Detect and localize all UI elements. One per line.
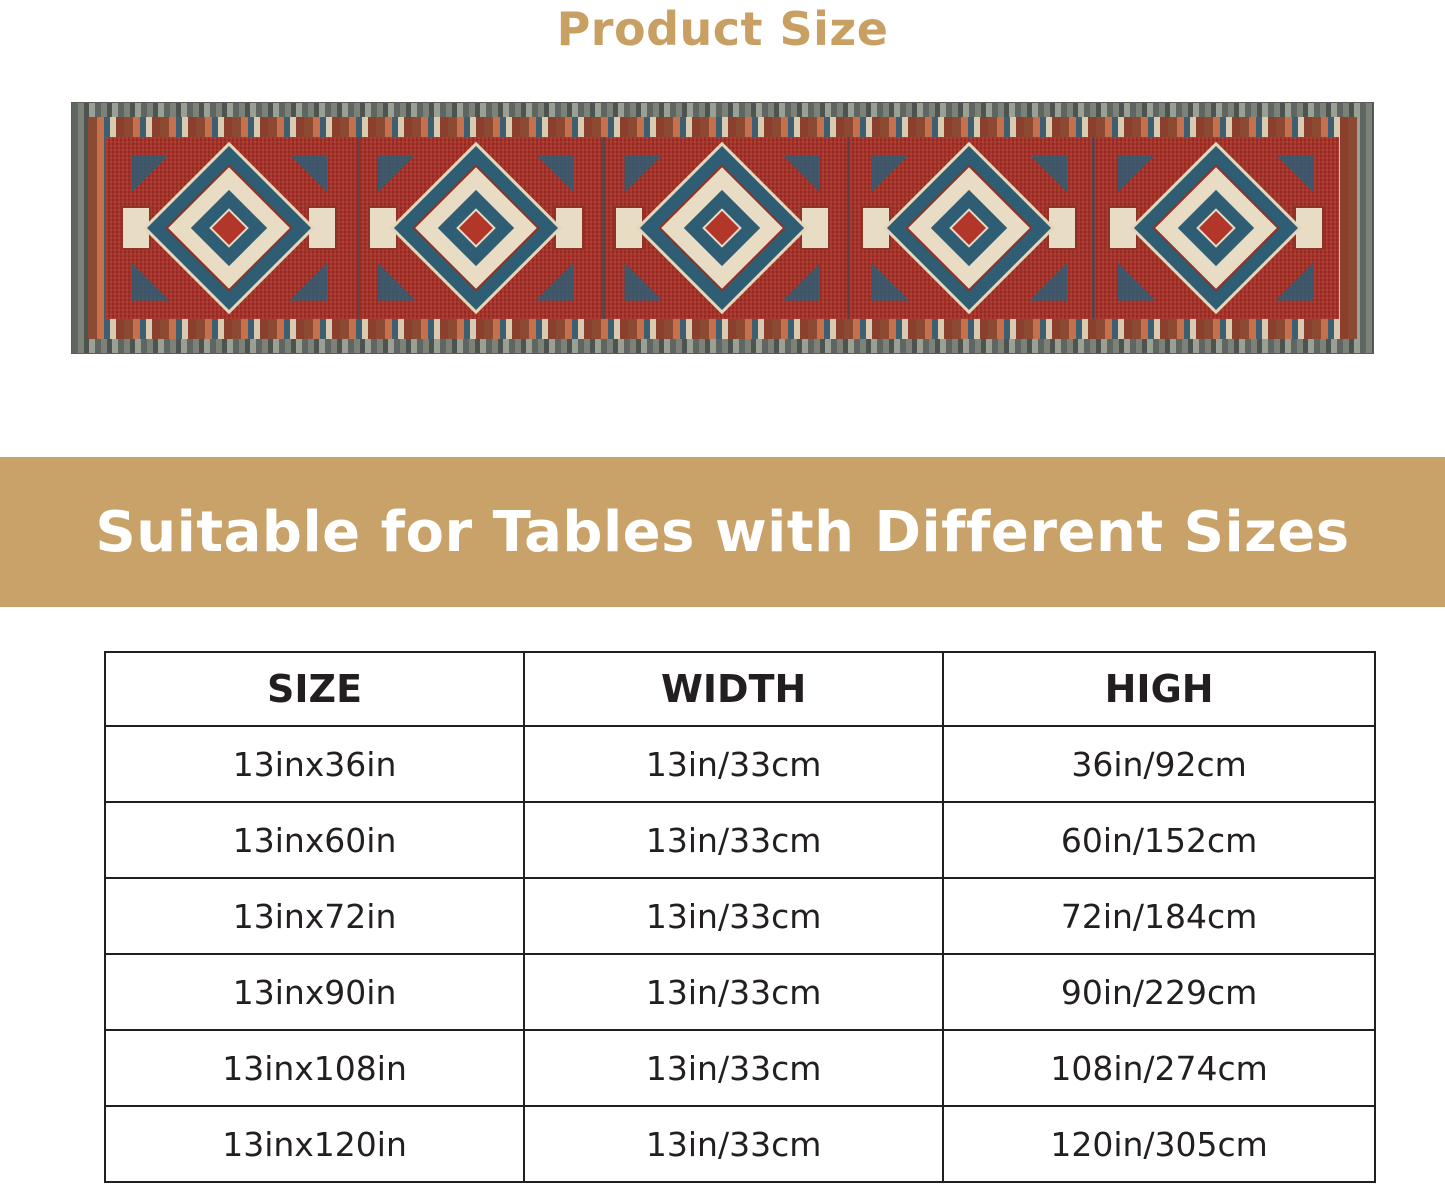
cell-high: 36in/92cm xyxy=(943,726,1375,802)
table-row xyxy=(105,802,1375,878)
runner-panel-divider xyxy=(357,137,360,319)
product-image xyxy=(72,103,1373,353)
cell-size: 13inx90in xyxy=(105,954,524,1030)
table-row xyxy=(105,1106,1375,1182)
cell-width: 13in/33cm xyxy=(524,954,943,1030)
table-row xyxy=(105,726,1375,802)
cell-width: 13in/33cm xyxy=(524,802,943,878)
table-header-size: SIZE xyxy=(105,652,524,726)
cell-high: 120in/305cm xyxy=(943,1106,1375,1182)
table-row xyxy=(105,878,1375,954)
runner-panel-divider xyxy=(847,137,850,319)
runner-medallion xyxy=(376,153,576,303)
cell-size: 13inx60in xyxy=(105,802,524,878)
cell-width: 13in/33cm xyxy=(524,726,943,802)
cell-high: 90in/229cm xyxy=(943,954,1375,1030)
table-runner-graphic xyxy=(72,103,1373,353)
banner-text: Suitable for Tables with Different Sizes xyxy=(95,499,1350,565)
runner-panel-divider xyxy=(1092,137,1095,319)
table-header-width: WIDTH xyxy=(524,652,943,726)
cell-size: 13inx72in xyxy=(105,878,524,954)
runner-medallion xyxy=(129,153,329,303)
cell-high: 72in/184cm xyxy=(943,878,1375,954)
cell-high: 108in/274cm xyxy=(943,1030,1375,1106)
cell-width: 13in/33cm xyxy=(524,1106,943,1182)
page-title: Product Size xyxy=(556,2,889,56)
cell-high: 60in/152cm xyxy=(943,802,1375,878)
cell-width: 13in/33cm xyxy=(524,878,943,954)
cell-width: 13in/33cm xyxy=(524,1030,943,1106)
table-header-row xyxy=(105,652,1375,726)
banner xyxy=(0,457,1445,607)
runner-medallion xyxy=(869,153,1069,303)
table-row xyxy=(105,1030,1375,1106)
table-row xyxy=(105,954,1375,1030)
runner-panel-divider xyxy=(602,137,605,319)
cell-size: 13inx36in xyxy=(105,726,524,802)
runner-medallion-row xyxy=(106,137,1339,319)
runner-medallion xyxy=(1116,153,1316,303)
runner-medallion xyxy=(622,153,822,303)
table-header-high: HIGH xyxy=(943,652,1375,726)
cell-size: 13inx108in xyxy=(105,1030,524,1106)
cell-size: 13inx120in xyxy=(105,1106,524,1182)
runner-inner-field xyxy=(106,137,1339,319)
size-table-container xyxy=(104,651,1376,1183)
size-table xyxy=(104,651,1376,1183)
